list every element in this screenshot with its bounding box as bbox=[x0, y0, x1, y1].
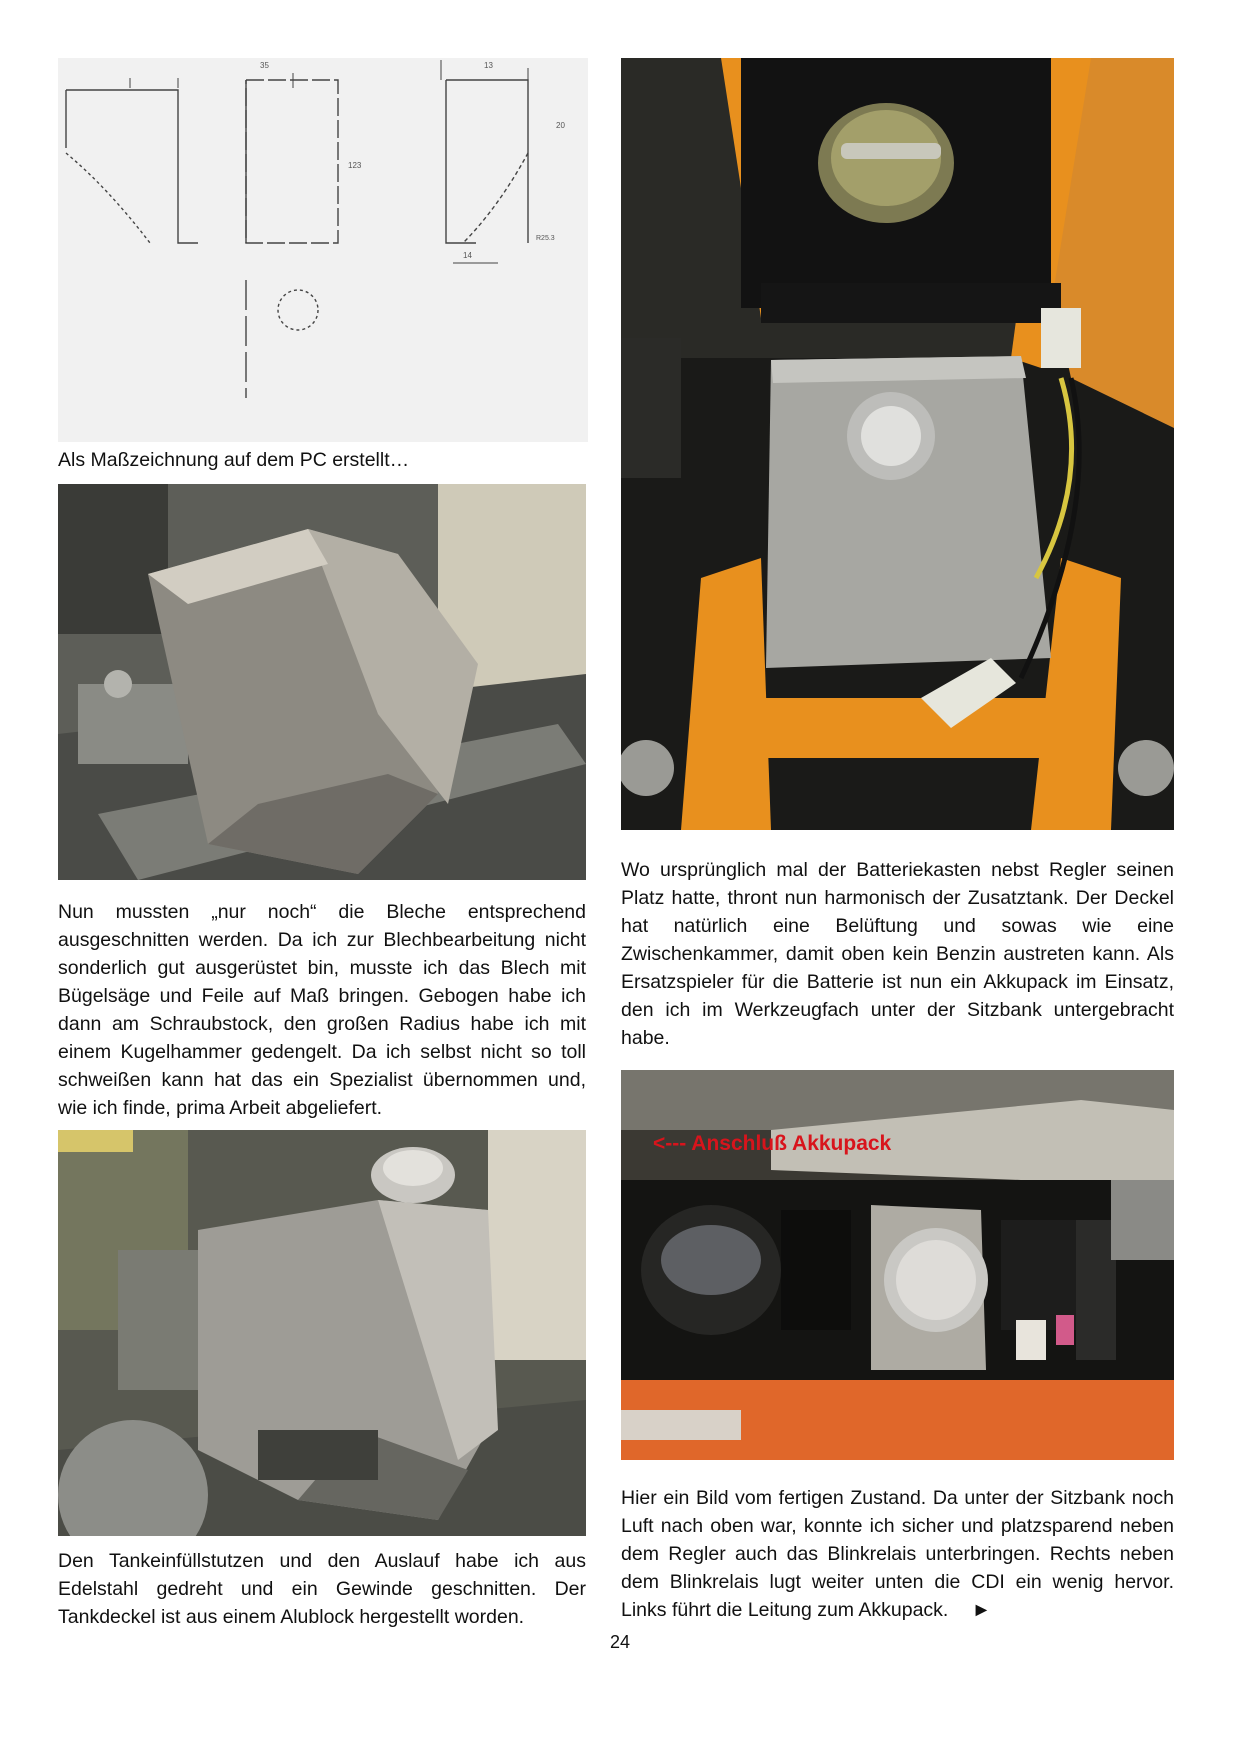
page-number: 24 bbox=[609, 1632, 631, 1652]
right-paragraph-2 bbox=[621, 1484, 1174, 1624]
left-paragraph-1: Nun mussten „nur noch“ die Bleche entsprechend ausgeschnitten werden. Da ich zur Blechbearbeitung nicht sonderlich gut ausgerüstet bin, musste ich das Blech mit Bügelsäge und Feile auf Maß bringen. Gebogen habe ich dann am Schraubstock, den großen Radius habe ich mit einem Kugelhammer gedengelt. Da ich selbst nicht so toll schweißen kann hat das ein Spezialist übernommen und, wie ich finde, prima Arbeit abgeliefert. bbox=[58, 901, 586, 1119]
continue-arrow-icon: ► bbox=[971, 1599, 992, 1621]
dim-top-right-label: 13 bbox=[484, 61, 493, 70]
dim-bottom-label: 14 bbox=[463, 251, 472, 260]
technical-drawing-image bbox=[58, 58, 588, 442]
motorcycle-tank-top-view-image bbox=[621, 58, 1174, 830]
akkupack-label: <--- Anschluß Akkupack bbox=[653, 1132, 892, 1155]
dim-height-label: 123 bbox=[348, 161, 362, 170]
dim-radius-label: R25.3 bbox=[536, 235, 555, 242]
tank-on-lathe-image bbox=[58, 1130, 586, 1536]
right-paragraph-1: Wo ursprünglich mal der Batteriekasten nebst Regler seinen Platz hatte, thront nun harmonisch der Zusatztank. Der Deckel hat natürlich eine Belüftung und sowas wie eine Zwischenkammer, damit oben kein Benzin austreten kann. Als Ersatzspieler für die Batterie ist nun ein Akkupack im Einsatz, den ich im Werkzeugfach unter der Sitzbank untergebracht habe. bbox=[621, 859, 1174, 1049]
dim-top-left-label: 35 bbox=[260, 61, 269, 70]
finished-under-seat-image bbox=[621, 1070, 1174, 1460]
left-paragraph-2: Den Tankeinfüllstutzen und den Auslauf habe ich aus Edelstahl gedreht und ein Gewinde geschnitten. Der Tankdeckel ist aus einem Alublock hergestellt worden. bbox=[58, 1550, 586, 1628]
drawing-caption: Als Maßzeichnung auf dem PC erstellt… bbox=[58, 449, 410, 471]
right-paragraph-2-text: Hier ein Bild vom fertigen Zustand. Da unter der Sitzbank noch Luft nach oben war, konnte ich sicher und platzsparend neben dem Regler auch das Blinkrelais unterbringen. Rechts neben dem Blinkrelais lugt weiter unten die CDI ein wenig hervor. Links führt die Leitung zum Akkupack. bbox=[621, 1487, 1174, 1621]
dim-side-label: 20 bbox=[556, 121, 565, 130]
welded-tank-part-image bbox=[58, 484, 586, 880]
